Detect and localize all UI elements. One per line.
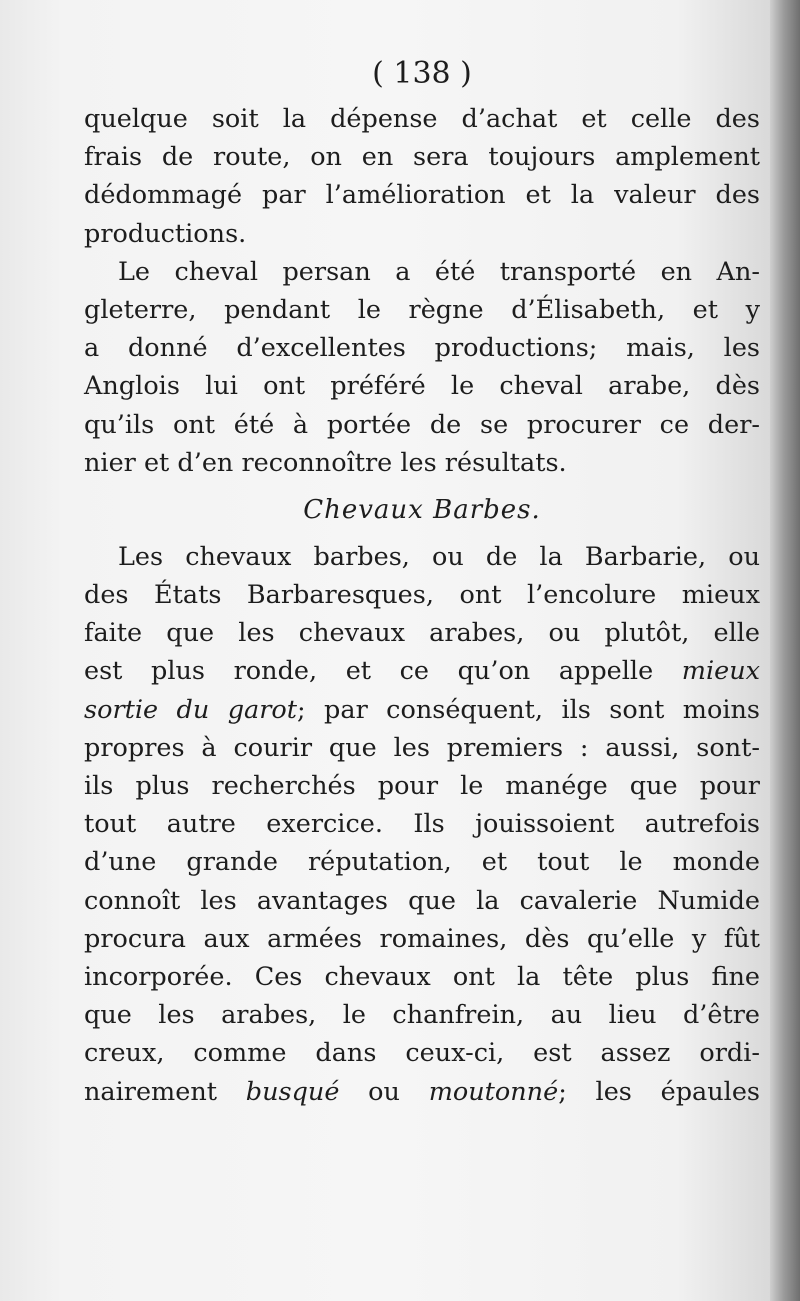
text-line: Le cheval persan a été transporté en An- (118, 256, 760, 287)
text-line (84, 691, 760, 729)
italic-term: moutonné (428, 1076, 559, 1107)
text-line: que les arabes, le chanfrein, au lieu d’être (84, 1000, 760, 1031)
text-line (84, 1073, 760, 1111)
text-run: ; les épaules (558, 1076, 760, 1107)
text-line: connoît les avantages que la cavalerie Numide (84, 885, 760, 916)
page-gutter-shadow (770, 0, 800, 1301)
text-line: a donné d’excellentes productions; mais, les (84, 333, 760, 364)
text-line: ils plus recherchés pour le manége que pour (84, 771, 760, 801)
paragraph-2 (84, 253, 760, 482)
text-line: gleterre, pendant le règne d’Élisabeth, et y (84, 294, 760, 325)
text-line: procura aux armées romaines, dès qu’elle y fût (84, 923, 760, 954)
page-text (84, 54, 760, 1111)
italic-term: sortie du garot (84, 694, 298, 725)
text-line: Anglois lui ont préféré le cheval arabe, dès (84, 371, 760, 402)
section-heading: Chevaux Barbes. (303, 494, 541, 525)
italic-term: busqué (245, 1076, 340, 1107)
text-line: propres à courir que les premiers : aussi, sont- (84, 732, 760, 763)
text-run: nairement (84, 1076, 246, 1107)
italic-term: mieux (681, 656, 760, 687)
text-line: productions. (84, 218, 247, 249)
text-line: Les chevaux barbes, ou de la Barbarie, ou (118, 541, 760, 572)
text-line (84, 652, 760, 690)
text-line: quelque soit la dépense d’achat et celle des (84, 104, 760, 134)
text-line: dédommagé par l’amélioration et la valeur des (84, 180, 760, 211)
text-line: qu’ils ont été à portée de se procurer ce der- (84, 409, 760, 440)
text-line: creux, comme dans ceux-ci, est assez ordi- (84, 1038, 760, 1069)
text-run: ; par conséquent, ils sont moins (297, 694, 760, 725)
text-line: d’une grande réputation, et tout le monde (84, 847, 760, 878)
text-line: des États Barbaresques, ont l’encolure mieux (84, 580, 760, 611)
text-line: nier et d’en reconnoître les résultats. (84, 447, 567, 478)
paragraph-3 (84, 538, 760, 1111)
text-run: est plus ronde, et ce qu’on appelle (84, 656, 682, 687)
text-line: faite que les chevaux arabes, ou plutôt, elle (84, 618, 760, 649)
text-line: tout autre exercice. Ils jouissoient autrefois (84, 809, 760, 840)
page-number: ( 138 ) (372, 56, 472, 91)
text-line: frais de route, on en sera toujours amplement (84, 142, 760, 173)
paragraph-1 (84, 100, 760, 253)
text-line: incorporée. Ces chevaux ont la tête plus fine (84, 961, 760, 992)
text-run: ou (339, 1076, 429, 1107)
